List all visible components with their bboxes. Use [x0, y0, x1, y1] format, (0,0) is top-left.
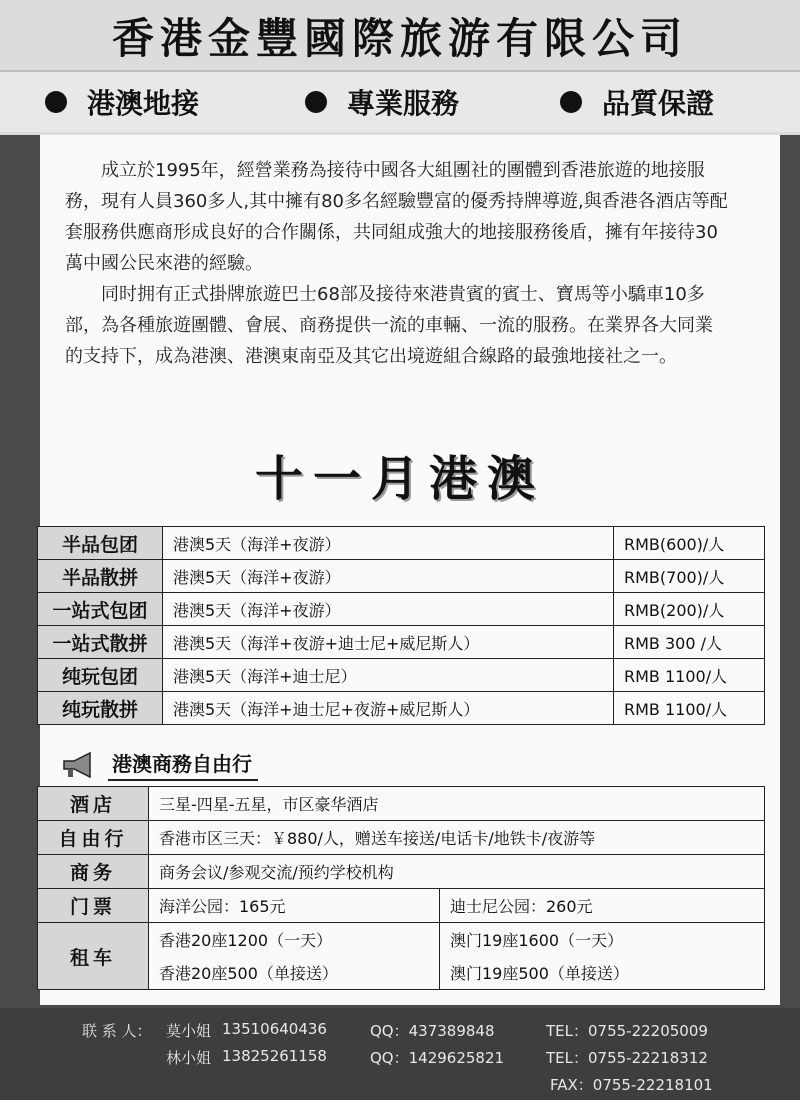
tour-price: RMB 1100/人 [614, 692, 765, 725]
contact-name: 莫小姐 [166, 1022, 212, 1040]
car-macau-day: 澳门19座1600（一天） [440, 923, 765, 957]
business-section-title: 港澳商務自由行 [108, 748, 258, 781]
tour-type: 一站式散拼 [38, 626, 163, 659]
tag-local-reception: 港澳地接 [45, 82, 199, 122]
contact-footer [0, 1008, 800, 1100]
row-label-business: 商务 [38, 855, 149, 889]
table-row [38, 593, 765, 626]
tour-price: RMB(700)/人 [614, 560, 765, 593]
row-label-hotel: 酒店 [38, 787, 149, 821]
row-label-car-rental: 租车 [38, 923, 149, 990]
intro-paragraph-1: 成立於1995年，經營業務為接待中國各大組團社的團體到香港旅遊的地接服務，現有人員360多人,其中擁有80多名經驗豐富的優秀持牌導遊,與香港各酒店等配套服務供應商形成良好的合作關係，共同組成強大的地接服務後盾，擁有年接待30萬中國公民來港的經驗。 [65, 160, 728, 274]
tour-type: 半品包团 [38, 527, 163, 560]
table-row [38, 659, 765, 692]
company-intro [65, 155, 730, 372]
tour-route: 港澳5天（海洋+夜游） [163, 527, 614, 560]
ticket-disneyland: 迪士尼公园：260元 [440, 889, 765, 923]
business-section-heading [60, 748, 258, 781]
bullet-icon [45, 91, 67, 113]
free-travel-value: 香港市区三天：￥880/人，赠送车接送/电话卡/地铁卡/夜游等 [149, 821, 765, 855]
intro-paragraph-2: 同时拥有正式掛牌旅遊巴士68部及接待來港貴賓的賓士、寶馬等小驕車10多部，為各種旅遊團體、會展、商務提供一流的車輛、一流的服務。在業界各大同業的支持下，成為港澳、港澳東南亞及其它出境遊組合線路的最強地接社之一。 [65, 284, 713, 367]
tour-route: 港澳5天（海洋+迪士尼+夜游+威尼斯人） [163, 692, 614, 725]
business-value: 商务会议/参观交流/预约学校机构 [149, 855, 765, 889]
tour-type: 一站式包团 [38, 593, 163, 626]
row-label-free-travel: 自由行 [38, 821, 149, 855]
table-row [38, 787, 765, 821]
table-row [38, 692, 765, 725]
contact-qq: QQ：437389848 [370, 1022, 495, 1040]
tour-route: 港澳5天（海洋+夜游） [163, 560, 614, 593]
section-title: 十一月港澳 [254, 451, 545, 507]
contact-fax: FAX：0755-22218101 [550, 1076, 713, 1094]
tour-type: 半品散拼 [38, 560, 163, 593]
tour-route: 港澳5天（海洋+夜游+迪士尼+威尼斯人） [163, 626, 614, 659]
company-title: 香港金豐國際旅游有限公司 [111, 14, 688, 63]
car-hk-transfer: 香港20座500（单接送） [149, 956, 440, 990]
tour-price: RMB(600)/人 [614, 527, 765, 560]
contact-tel: TEL：0755-22218312 [546, 1049, 708, 1067]
tour-price-table [37, 526, 765, 725]
row-label-tickets: 门票 [38, 889, 149, 923]
contact-qq: QQ：1429625821 [370, 1049, 505, 1067]
table-row [38, 923, 765, 957]
tag-quality-guarantee: 品質保證 [560, 82, 714, 122]
tag-professional-service: 專業服務 [305, 82, 459, 122]
tour-price: RMB(200)/人 [614, 593, 765, 626]
hotel-value: 三星-四星-五星，市区豪华酒店 [149, 787, 765, 821]
table-row [38, 855, 765, 889]
tour-price: RMB 300 /人 [614, 626, 765, 659]
contact-label: 联 系 人： [82, 1022, 152, 1040]
bullet-icon [305, 91, 327, 113]
contact-mobile: 13510640436 [222, 1020, 327, 1038]
business-table [37, 786, 765, 990]
table-row [38, 527, 765, 560]
tour-type: 纯玩包团 [38, 659, 163, 692]
car-hk-day: 香港20座1200（一天） [149, 923, 440, 957]
tour-route: 港澳5天（海洋+夜游） [163, 593, 614, 626]
tour-type: 纯玩散拼 [38, 692, 163, 725]
table-row [38, 626, 765, 659]
tour-route: 港澳5天（海洋+迪士尼） [163, 659, 614, 692]
car-macau-transfer: 澳门19座500（单接送） [440, 956, 765, 990]
contact-tel: TEL：0755-22205009 [546, 1022, 708, 1040]
table-row [38, 821, 765, 855]
megaphone-icon [60, 751, 98, 779]
bullet-icon [560, 91, 582, 113]
contact-name: 林小姐 [166, 1049, 212, 1067]
table-row [38, 560, 765, 593]
contact-mobile: 13825261158 [222, 1047, 327, 1065]
tour-price: RMB 1100/人 [614, 659, 765, 692]
table-row [38, 889, 765, 923]
ticket-ocean-park: 海洋公园：165元 [149, 889, 440, 923]
